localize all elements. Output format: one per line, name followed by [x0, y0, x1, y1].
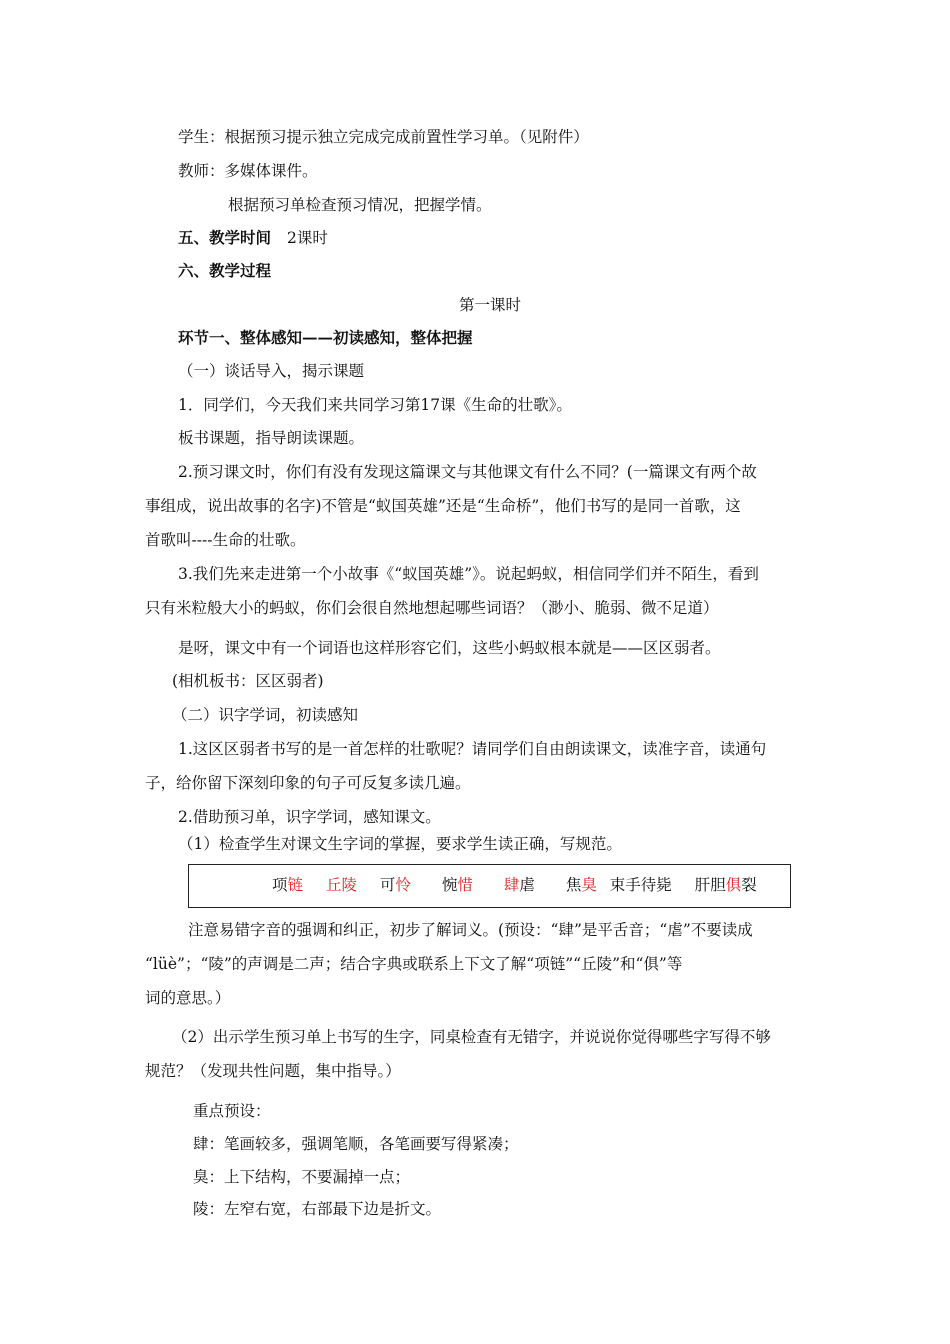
paragraph-line: 注意易错字音的强调和纠正，初步了解词义。(预设：“肆”是平舌音；“虐”不要读成 [188, 921, 753, 939]
vocabulary-row [272, 875, 757, 895]
key-point-line: 臭：上下结构，不要漏掉一点； [193, 1168, 411, 1186]
subsection-one-heading: （一）谈话导入，揭示课题 [178, 362, 365, 380]
vocab-word: 肝胆俱裂 [694, 876, 757, 894]
paragraph-line: 板书课题，指导朗读课题。 [178, 429, 365, 447]
vocab-word: 丘陵 [325, 876, 357, 894]
vocab-word: 束手待毙 [609, 876, 672, 894]
paragraph-line: 2.借助预习单，识字学词，感知课文。 [178, 808, 441, 826]
teaching-time-value: 2课时 [287, 229, 328, 247]
key-points-heading: 重点预设： [193, 1102, 271, 1120]
lesson-title: 第一课时 [458, 296, 521, 314]
subsection-two-heading: （二）识字学词，初读感知 [172, 706, 359, 724]
vocab-word: 肆虐 [503, 876, 535, 894]
section-teaching-time [178, 228, 328, 248]
paragraph-line: 只有米粒般大小的蚂蚁，你们会很自然地想起哪些词语？（渺小、脆弱、微不足道） [145, 599, 719, 617]
paragraph-line: 1．同学们，今天我们来共同学习第17课《生命的壮歌》。 [178, 396, 572, 414]
paragraph-line: 规范？（发现共性问题，集中指导。） [145, 1062, 401, 1080]
paragraph-line: 词的意思。） [145, 989, 231, 1007]
paragraph-line: （1）检查学生对课文生字词的掌握，要求学生读正确，写规范。 [178, 835, 622, 853]
paragraph-line: 首歌叫----生命的壮歌。 [145, 531, 306, 549]
board-note-line: (相机板书：区区弱者) [172, 672, 324, 690]
prep-teacher-line: 教师：多媒体课件。 [178, 162, 318, 180]
prep-check-line: 根据预习单检查预习情况，把握学情。 [228, 196, 492, 214]
prep-student-line: 学生：根据预习提示独立完成完成前置性学习单。（见附件） [178, 128, 589, 146]
paragraph-line: “lüè”；“陵”的声调是二声；结合字典或联系上下文了解“项链”“丘陵”和“俱”等 [145, 955, 683, 973]
section-teaching-process: 六、教学过程 [178, 261, 272, 280]
paragraph-line: 1.这区区弱者书写的是一首怎样的壮歌呢？请同学们自由朗读课文，读准字音，读通句 [178, 740, 767, 758]
vocab-word: 惋惜 [441, 876, 473, 894]
section-heading: 五、教学时间 [178, 228, 272, 247]
paragraph-line: 是呀，课文中有一个词语也这样形容它们，这些小蚂蚁根本就是——区区弱者。 [178, 639, 721, 657]
vocab-word: 可怜 [379, 876, 411, 894]
paragraph-line: 2.预习课文时，你们有没有发现这篇课文与其他课文有什么不同？(一篇课文有两个故 [178, 463, 757, 481]
vocab-word: 项链 [272, 876, 304, 894]
paragraph-line: 3.我们先来走进第一个小故事《“蚁国英雄”》。说起蚂蚁，相信同学们并不陌生，看到 [178, 565, 759, 583]
vocab-word: 焦臭 [565, 876, 597, 894]
stage-one-heading: 环节一、整体感知——初读感知，整体把握 [178, 328, 473, 347]
paragraph-line: 事组成，说出故事的名字)不管是“蚁国英雄”还是“生命桥”，他们书写的是同一首歌，这 [145, 497, 741, 515]
key-point-line: 陵：左窄右宽，右部最下边是折文。 [193, 1200, 442, 1218]
paragraph-line: （2）出示学生预习单上书写的生字，同桌检查有无错字，并说说你觉得哪些字写得不够 [172, 1028, 771, 1046]
paragraph-line: 子，给你留下深刻印象的句子可反复多读几遍。 [145, 774, 471, 792]
key-point-line: 肆：笔画较多，强调笔顺，各笔画要写得紧凑； [193, 1135, 519, 1153]
